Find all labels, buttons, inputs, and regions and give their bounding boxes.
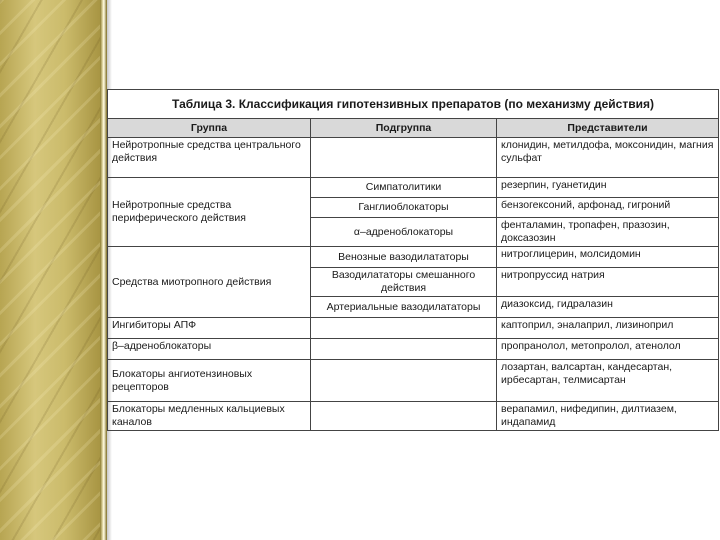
group-cell: β–адреноблокаторы	[108, 339, 311, 360]
table-row	[108, 247, 719, 268]
subgroup-cell	[311, 138, 497, 178]
subgroup-cell	[311, 318, 497, 339]
header-representatives: Представители	[497, 119, 719, 138]
subgroup-cell	[311, 360, 497, 402]
table-row	[108, 318, 719, 339]
decorative-side-strip	[0, 0, 100, 540]
representatives-cell: нитроглицерин, молсидомин	[497, 247, 719, 268]
group-cell: Нейротропные средства периферического действия	[108, 178, 311, 247]
decorative-side-rail	[100, 0, 107, 540]
table-row	[108, 402, 719, 431]
group-cell: Нейротропные средства центрального действия	[108, 138, 311, 178]
representatives-cell: пропранолол, метопролол, атенолол	[497, 339, 719, 360]
subgroup-cell: Вазодилататоры смешанного действия	[311, 268, 497, 297]
subgroup-cell: Венозные вазодилататоры	[311, 247, 497, 268]
representatives-cell: диазоксид, гидралазин	[497, 297, 719, 318]
group-cell: Ингибиторы АПФ	[108, 318, 311, 339]
group-cell: Блокаторы ангиотензиновых рецепторов	[108, 360, 311, 402]
table-row	[108, 360, 719, 402]
table-row	[108, 178, 719, 198]
classification-table-container	[107, 89, 718, 431]
subgroup-cell: Симпатолитики	[311, 178, 497, 198]
representatives-cell: верапамил, нифедипин, дилтиазем, индапамид	[497, 402, 719, 431]
representatives-cell: каптоприл, эналаприл, лизиноприл	[497, 318, 719, 339]
representatives-cell: лозартан, валсартан, кандесартан, ирбесартан, телмисартан	[497, 360, 719, 402]
group-cell: Средства миотропного действия	[108, 247, 311, 318]
classification-table	[107, 89, 719, 431]
representatives-cell: нитропруссид натрия	[497, 268, 719, 297]
header-subgroup: Подгруппа	[311, 119, 497, 138]
subgroup-cell: Ганглиоблокаторы	[311, 198, 497, 218]
representatives-cell: фенталамин, тропафен, празозин, доксазозин	[497, 218, 719, 247]
representatives-cell: клонидин, метилдофа, моксонидин, магния сульфат	[497, 138, 719, 178]
group-cell: Блокаторы медленных кальциевых каналов	[108, 402, 311, 431]
subgroup-cell	[311, 402, 497, 431]
subgroup-cell: α–адреноблокаторы	[311, 218, 497, 247]
table-row	[108, 138, 719, 178]
representatives-cell: бензогексоний, арфонад, гигроний	[497, 198, 719, 218]
subgroup-cell	[311, 339, 497, 360]
table-row	[108, 339, 719, 360]
table-title: Таблица 3. Классификация гипотензивных препаратов (по механизму действия)	[108, 90, 719, 119]
representatives-cell: резерпин, гуанетидин	[497, 178, 719, 198]
header-group: Группа	[108, 119, 311, 138]
subgroup-cell: Артериальные вазодилататоры	[311, 297, 497, 318]
